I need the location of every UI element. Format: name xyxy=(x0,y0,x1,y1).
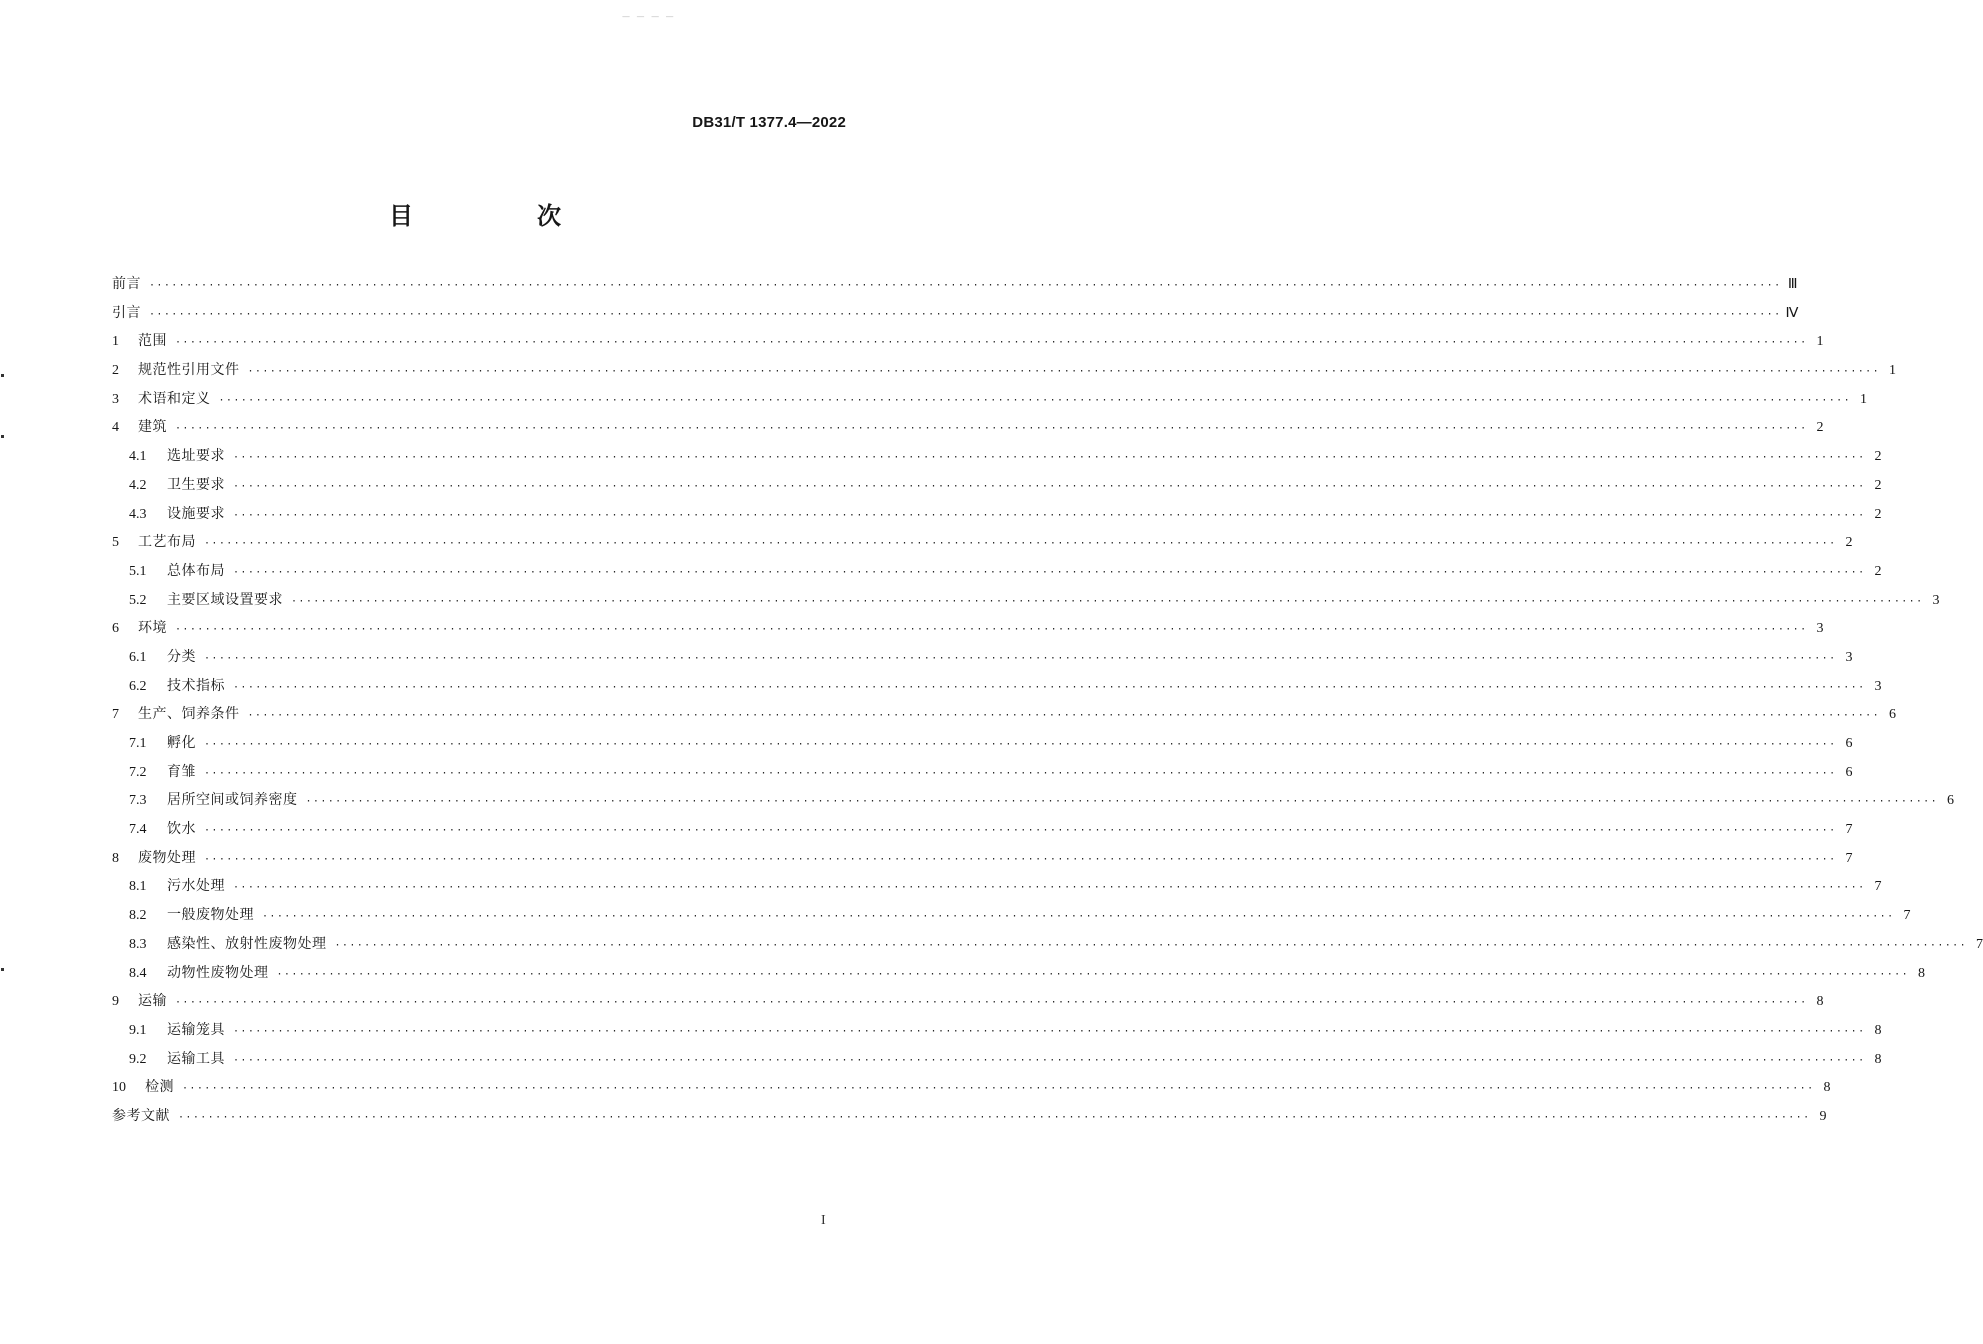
toc-entry-number: 8.4 xyxy=(129,965,147,981)
toc-entry[interactable] xyxy=(112,729,1853,758)
toc-entry[interactable] xyxy=(112,557,1882,586)
toc-entry-number: 8.1 xyxy=(129,879,147,895)
dot-leader: ···························································································································································································································· xyxy=(149,308,1782,320)
toc-entry-label: 范围 xyxy=(138,333,167,350)
toc-entry-label: 术语和定义 xyxy=(138,390,211,407)
dot-leader: ···························································································································································································································· xyxy=(178,1111,1811,1123)
toc-entry-label: 动物性废物处理 xyxy=(167,964,269,981)
dot-leader: ···························································································································································································································· xyxy=(233,882,1866,894)
dot-leader: ···························································································································································································································· xyxy=(175,997,1808,1009)
dot-leader: ···························································································································································································································· xyxy=(218,394,1852,406)
dot-leader: ···························································································································································································································· xyxy=(233,1054,1866,1066)
dot-leader: ···························································································································································································································· xyxy=(247,710,1881,722)
page-title: 目 次 xyxy=(389,202,611,230)
dot-leader: ···························································································································································································································· xyxy=(247,366,1881,378)
toc-entry-label: 环境 xyxy=(138,620,167,637)
toc-entry[interactable] xyxy=(112,959,1926,988)
scan-artifact-marks: — — — — xyxy=(622,12,676,21)
toc-entry-label: 分类 xyxy=(167,648,196,665)
toc-entry-page: 8 xyxy=(1874,1022,1882,1038)
toc-entry-number: 8.3 xyxy=(129,936,147,952)
toc-entry-label: 检测 xyxy=(145,1079,174,1096)
toc-entry[interactable] xyxy=(112,930,1983,959)
toc-entry-page: 6 xyxy=(1889,707,1897,723)
toc-entry-label: 运输笼具 xyxy=(167,1021,225,1038)
toc-entry-label: 居所空间或饲养密度 xyxy=(167,792,298,809)
toc-entry[interactable] xyxy=(112,987,1824,1016)
dot-leader: ···························································································································································································································· xyxy=(233,509,1866,521)
toc-entry-page: 9 xyxy=(1819,1108,1827,1124)
dot-leader: ···························································································································································································································· xyxy=(175,423,1808,435)
toc-entry-label: 选址要求 xyxy=(167,448,225,465)
toc-entry[interactable] xyxy=(112,1045,1882,1074)
dot-leader: ···························································································································································································································· xyxy=(233,566,1866,578)
toc-entry[interactable] xyxy=(112,700,1897,729)
toc-entry-number: 9.1 xyxy=(129,1022,147,1038)
toc-entry-label: 生产、饲养条件 xyxy=(138,706,240,723)
toc-entry[interactable] xyxy=(112,872,1882,901)
toc-entry[interactable] xyxy=(112,643,1853,672)
toc-entry-number: 9 xyxy=(112,994,119,1010)
toc-entry[interactable] xyxy=(112,614,1824,643)
toc-entry-label: 引言 xyxy=(112,304,141,321)
toc-entry-page: 1 xyxy=(1860,391,1868,407)
dot-leader: ···························································································································································································································· xyxy=(305,796,1939,808)
toc-entry-page: 7 xyxy=(1845,850,1853,866)
toc-entry[interactable] xyxy=(112,528,1853,557)
toc-entry-label: 感染性、放射性废物处理 xyxy=(167,935,327,952)
dot-leader: ···························································································································································································································· xyxy=(233,681,1866,693)
dot-leader: ···························································································································································································································· xyxy=(204,538,1837,550)
toc-entry-page: 6 xyxy=(1845,736,1853,751)
toc-entry-page: 7 xyxy=(1874,879,1882,895)
toc-entry[interactable] xyxy=(112,815,1853,844)
toc-entry[interactable] xyxy=(112,299,1799,328)
dot-leader: ···························································································································································································································· xyxy=(204,767,1837,779)
toc-entry-page: Ⅳ xyxy=(1785,305,1799,321)
toc-entry-label: 主要区域设置要求 xyxy=(167,591,283,608)
toc-entry-page: 8 xyxy=(1823,1080,1831,1096)
dot-leader: ···························································································································································································································· xyxy=(204,739,1837,750)
toc-entry[interactable] xyxy=(112,471,1882,500)
dot-leader: ···························································································································································································································· xyxy=(175,624,1808,636)
toc-entry-label: 育雏 xyxy=(167,763,196,780)
toc-entry[interactable] xyxy=(112,758,1853,787)
toc-entry[interactable] xyxy=(112,1102,1827,1131)
toc-entry-page: 2 xyxy=(1874,506,1882,522)
scan-edge-mark xyxy=(1,968,4,971)
dot-leader: ···························································································································································································································· xyxy=(334,939,1968,951)
toc-entry[interactable] xyxy=(112,586,1940,615)
dot-leader: ···························································································································································································································· xyxy=(233,480,1866,492)
toc-entry-page: 3 xyxy=(1845,649,1853,665)
toc-entry-page: 8 xyxy=(1918,965,1926,981)
dot-leader: ···························································································································································································································· xyxy=(276,968,1910,980)
toc-entry-number: 5 xyxy=(112,535,119,551)
toc-entry-page: 7 xyxy=(1903,908,1911,924)
toc-entry-page: 7 xyxy=(1976,936,1983,952)
toc-entry-page: 3 xyxy=(1932,592,1940,608)
toc-entry-number: 7.3 xyxy=(129,793,147,809)
dot-leader: ···························································································································································································································· xyxy=(233,452,1866,464)
toc-entry-number: 9.2 xyxy=(129,1051,147,1067)
toc-entry-label: 卫生要求 xyxy=(167,476,225,493)
toc-entry-page: 3 xyxy=(1874,678,1882,694)
dot-leader: ···························································································································································································································· xyxy=(182,1083,1815,1095)
toc-entry[interactable] xyxy=(112,500,1882,529)
toc-entry-page: 1 xyxy=(1816,334,1824,350)
toc-entry-number: 5.1 xyxy=(129,563,147,579)
toc-entry-page: 2 xyxy=(1874,449,1882,465)
toc-entry-page: 6 xyxy=(1947,793,1955,809)
toc-entry-label: 技术指标 xyxy=(167,677,225,694)
toc-entry-number: 7.2 xyxy=(129,764,147,780)
toc-entry[interactable] xyxy=(112,844,1853,873)
toc-entry-number: 8 xyxy=(112,850,119,866)
toc-entry[interactable] xyxy=(112,786,1955,815)
toc-entry-label: 污水处理 xyxy=(167,878,225,895)
dot-leader: ···························································································································································································································· xyxy=(175,337,1808,349)
toc-entry-number: 6.1 xyxy=(129,649,147,665)
toc-entry-number: 8.2 xyxy=(129,908,147,924)
toc-entry-number: 4 xyxy=(112,420,119,436)
toc-entry-page: 7 xyxy=(1845,822,1853,838)
toc-entry-label: 前言 xyxy=(112,276,141,292)
toc-entry[interactable] xyxy=(112,270,1798,299)
toc-entry-number: 4.2 xyxy=(129,477,147,493)
dot-leader: ···························································································································································································································· xyxy=(204,652,1837,664)
toc-entry-number: 7.4 xyxy=(129,822,147,838)
toc-entry[interactable] xyxy=(112,356,1897,385)
toc-entry[interactable] xyxy=(112,442,1882,471)
toc-entry-label: 参考文献 xyxy=(112,1107,170,1124)
toc-entry-number: 6 xyxy=(112,621,119,637)
toc-entry-page: 2 xyxy=(1816,420,1824,436)
toc-entry-label: 总体布局 xyxy=(167,562,225,579)
toc-entry-page: 1 xyxy=(1889,363,1897,379)
toc-entry-number: 4.1 xyxy=(129,449,147,465)
toc-entry-number: 2 xyxy=(112,363,119,379)
toc-entry[interactable] xyxy=(112,327,1824,356)
toc-entry-label: 废物处理 xyxy=(138,849,196,866)
toc-entry-label: 饮水 xyxy=(167,821,196,838)
toc-entry-page: 2 xyxy=(1845,535,1853,551)
toc-entry[interactable] xyxy=(112,385,1868,414)
toc-entry-label: 一般废物处理 xyxy=(167,907,254,924)
toc-entry[interactable] xyxy=(112,901,1911,930)
toc-entry-label: 工艺布局 xyxy=(138,534,196,551)
scan-edge-mark xyxy=(1,435,4,438)
dot-leader: ···························································································································································································································· xyxy=(291,595,1924,607)
toc-entry-label: 运输工具 xyxy=(167,1050,225,1067)
toc-entry-page: 2 xyxy=(1874,477,1882,493)
dot-leader: ···························································································································································································································· xyxy=(149,280,1782,291)
dot-leader: ···························································································································································································································· xyxy=(233,1025,1866,1037)
toc-entry[interactable] xyxy=(112,413,1824,442)
dot-leader: ···························································································································································································································· xyxy=(262,911,1895,923)
toc-entry-label: 规范性引用文件 xyxy=(138,362,240,379)
toc-entry-number: 4.3 xyxy=(129,506,147,522)
toc-entry[interactable] xyxy=(112,1016,1882,1045)
scan-edge-mark xyxy=(1,374,4,377)
toc-entry-page: 6 xyxy=(1845,764,1853,780)
toc-entry-page: 3 xyxy=(1816,621,1824,637)
toc-entry[interactable] xyxy=(112,672,1882,701)
toc-entry-number: 7 xyxy=(112,707,119,723)
toc-entry-label: 建筑 xyxy=(138,419,167,436)
toc-entry-number: 10 xyxy=(112,1080,126,1096)
toc-entry-number: 3 xyxy=(112,391,119,407)
toc-entry-label: 设施要求 xyxy=(167,505,225,522)
toc-entry-number: 7.1 xyxy=(129,736,147,751)
toc-entry[interactable] xyxy=(112,1073,1831,1102)
dot-leader: ···························································································································································································································· xyxy=(204,853,1837,865)
page-number: I xyxy=(821,1213,826,1228)
toc-entry-label: 运输 xyxy=(138,993,167,1010)
dot-leader: ···························································································································································································································· xyxy=(204,825,1837,837)
toc-entry-page: Ⅲ xyxy=(1787,277,1798,292)
toc-entry-number: 6.2 xyxy=(129,678,147,694)
table-of-contents xyxy=(112,270,1983,1131)
toc-entry-label: 孵化 xyxy=(167,735,196,751)
toc-entry-number: 1 xyxy=(112,334,119,350)
toc-entry-page: 2 xyxy=(1874,563,1882,579)
toc-entry-page: 8 xyxy=(1874,1051,1882,1067)
standard-code: DB31/T 1377.4—2022 xyxy=(692,114,846,131)
toc-entry-number: 5.2 xyxy=(129,592,147,608)
toc-entry-page: 8 xyxy=(1816,994,1824,1010)
